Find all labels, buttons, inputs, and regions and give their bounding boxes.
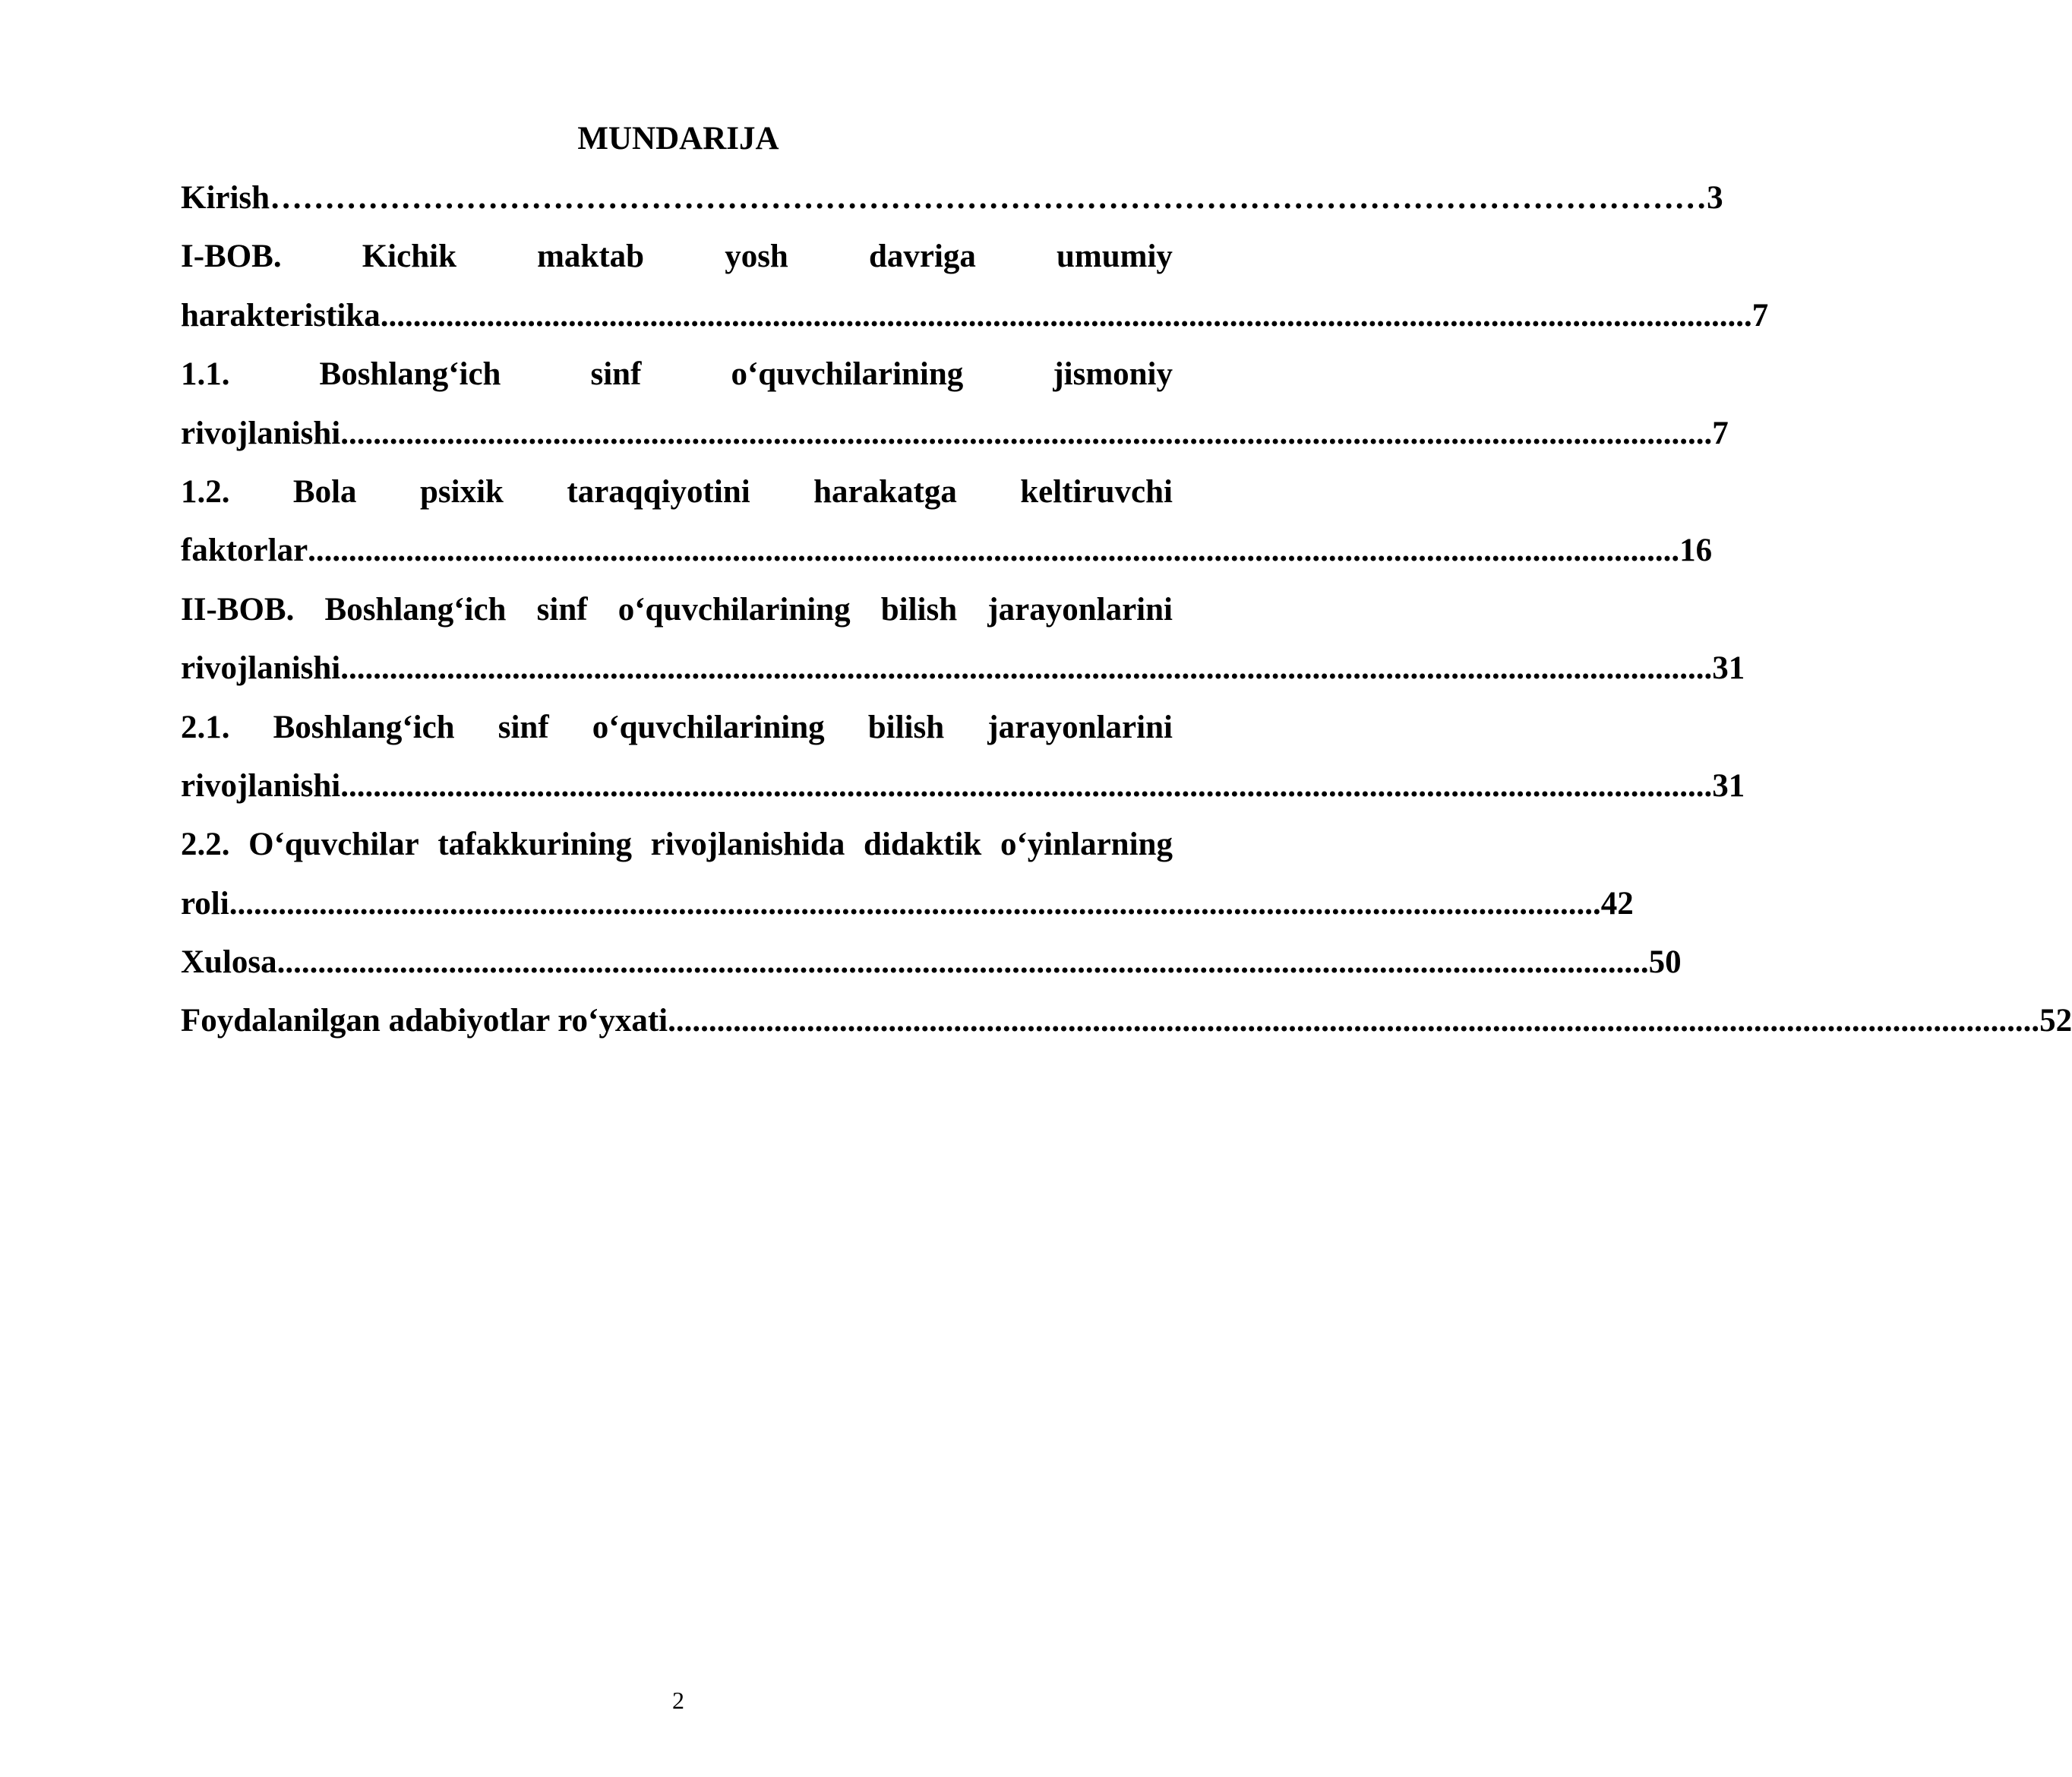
toc-dot-leader: ........................................................................................................................................................................: [668, 1003, 2040, 1039]
toc-heading-word: jarayonlarini: [987, 709, 1173, 745]
toc-page-number: 3: [1707, 180, 1723, 216]
toc-heading-word: keltiruvchi: [1020, 473, 1173, 510]
toc-entry-title: roli: [181, 885, 229, 922]
page-number: 2: [672, 1687, 684, 1714]
toc-heading-line: [181, 235, 1173, 293]
toc-page-number: 31: [1712, 650, 1745, 687]
toc-entry: [181, 647, 1745, 705]
toc-heading-word: o‘quvchilarining: [617, 591, 851, 628]
toc-entry: [181, 294, 1769, 353]
toc-page-number: 7: [1712, 415, 1729, 451]
toc-heading-line: [181, 706, 1173, 764]
toc-heading-word: taraqqiyotini: [567, 473, 750, 510]
toc-dot-leader: ……………………………………………………………………………………………………………………: [270, 180, 1707, 216]
toc-page-number: 42: [1600, 885, 1634, 922]
toc-heading-word: davriga: [868, 239, 976, 275]
toc-entry: [181, 412, 1729, 470]
toc-dot-leader: ........................................................................................................................................................................: [308, 533, 1680, 569]
toc-heading-word: maktab: [537, 239, 645, 275]
toc-heading-word: 2.1.: [181, 709, 230, 745]
toc-entry-title: rivojlanishi: [181, 650, 341, 687]
toc-heading-word: jismoniy: [1053, 356, 1173, 393]
toc-heading-word: II-BOB.: [181, 591, 295, 628]
toc-heading-word: 1.2.: [181, 473, 230, 510]
toc-heading-word: o‘quvchilarining: [731, 356, 964, 393]
toc-entry-title: Xulosa: [181, 944, 277, 981]
toc-entry-title: rivojlanishi: [181, 415, 341, 451]
toc-heading-line: [181, 588, 1173, 647]
table-of-contents: [181, 176, 2072, 1058]
toc-entry: [181, 999, 2072, 1058]
toc-page-number: 50: [1648, 944, 1682, 981]
toc-entry-title: faktorlar: [181, 533, 308, 569]
toc-heading-word: Boshlang‘ich: [324, 591, 507, 628]
toc-heading-word: I-BOB.: [181, 239, 282, 275]
toc-heading-word: Kichik: [362, 239, 456, 275]
toc-heading-line: [181, 823, 1173, 881]
toc-heading-word: rivojlanishida: [650, 827, 845, 863]
toc-dot-leader: ........................................................................................................................................................................: [340, 650, 1713, 687]
toc-entry: [181, 529, 1713, 587]
toc-entry: [181, 764, 1745, 823]
toc-heading-word: bilish: [880, 591, 958, 628]
toc-heading-line: [181, 470, 1173, 529]
page-title: MUNDARIJA: [577, 121, 779, 157]
toc-heading-word: jarayonlarini: [987, 591, 1173, 628]
toc-heading-word: sinf: [497, 709, 549, 745]
toc-entry: [181, 882, 1634, 941]
toc-page-number: 52: [2039, 1003, 2072, 1039]
toc-heading-word: yosh: [725, 239, 788, 275]
toc-heading-word: 2.2.: [181, 827, 230, 863]
toc-page-number: 7: [1751, 297, 1769, 334]
toc-heading-line: [181, 353, 1173, 411]
toc-heading-word: didaktik: [863, 827, 982, 863]
toc-heading-word: sinf: [590, 356, 642, 393]
toc-heading-word: harakatga: [813, 473, 957, 510]
toc-heading-word: sinf: [536, 591, 588, 628]
toc-heading-word: o‘quvchilarining: [592, 709, 825, 745]
toc-entry-title: Kirish: [181, 180, 270, 216]
toc-heading-word: psixik: [419, 473, 504, 510]
toc-page-number: 31: [1712, 767, 1745, 804]
toc-page-number: 16: [1679, 533, 1713, 569]
toc-entry: [181, 176, 1723, 235]
toc-heading-word: Bola: [292, 473, 357, 510]
toc-entry-title: harakteristika: [181, 297, 381, 334]
toc-heading-word: 1.1.: [181, 356, 230, 393]
toc-dot-leader: ........................................................................................................................................................................: [229, 885, 1601, 922]
toc-entry-title: Foydalanilgan adabiyotlar ro‘yxati: [181, 1003, 668, 1039]
toc-dot-leader: ........................................................................................................................................................................: [340, 767, 1713, 804]
toc-heading-word: bilish: [867, 709, 945, 745]
toc-dot-leader: ........................................................................................................................................................................: [276, 944, 1649, 981]
toc-heading-word: O‘quvchilar: [248, 827, 419, 863]
toc-heading-word: umumiy: [1057, 239, 1173, 275]
toc-heading-word: tafakkurining: [437, 827, 633, 863]
toc-dot-leader: ........................................................................................................................................................................: [340, 415, 1713, 451]
toc-entry: [181, 941, 1682, 999]
toc-heading-word: o‘yinlarning: [1000, 827, 1173, 863]
toc-heading-word: Boshlang‘ich: [273, 709, 455, 745]
toc-heading-word: Boshlang‘ich: [319, 356, 501, 393]
toc-dot-leader: ........................................................................................................................................................................: [380, 297, 1752, 334]
toc-entry-title: rivojlanishi: [181, 767, 341, 804]
